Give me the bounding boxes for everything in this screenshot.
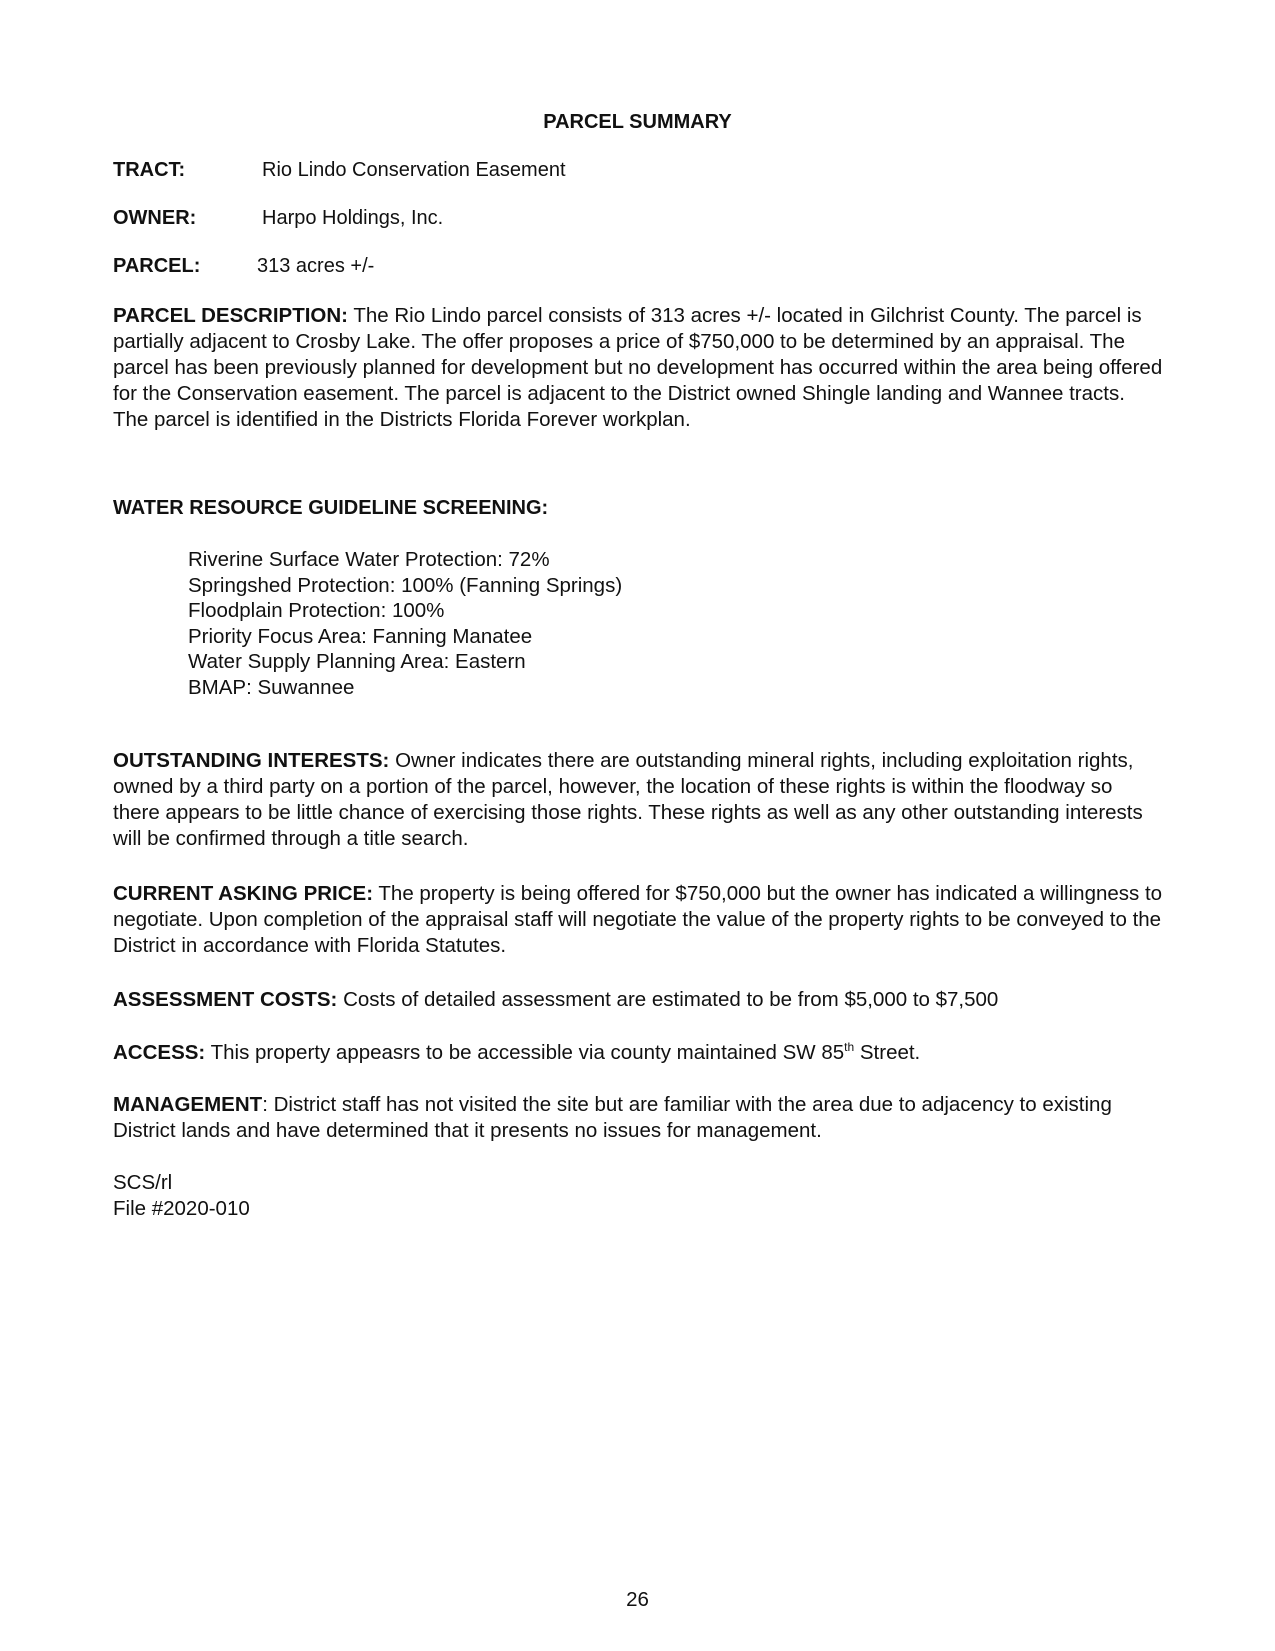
water-screening-list bbox=[188, 547, 622, 700]
assessment-costs-label: ASSESSMENT COSTS: bbox=[113, 988, 338, 1011]
management-text: : District staff has not visited the site but are familiar with the area due to adjacency to existing District lands and have determined that it presents no issues for management. bbox=[113, 1093, 1112, 1142]
access-superscript: th bbox=[844, 1040, 855, 1055]
outstanding-interests-label: OUTSTANDING INTERESTS: bbox=[113, 749, 390, 772]
water-screening-heading: WATER RESOURCE GUIDELINE SCREENING: bbox=[113, 497, 549, 519]
outstanding-interests-text: Owner indicates there are outstanding mineral rights, including exploitation rights, owned by a third party on a portion of the parcel, however, the location of these rights is within the floodway so there appears to be little chance of exercising those rights. These rights as well as any other outstanding interests will be confirmed through a title search. bbox=[113, 749, 1143, 850]
owner-value: Harpo Holdings, Inc. bbox=[262, 207, 444, 229]
screening-item: BMAP: Suwannee bbox=[188, 675, 355, 699]
management-label: MANAGEMENT bbox=[113, 1093, 263, 1116]
page-title: PARCEL SUMMARY bbox=[543, 111, 732, 133]
file-number: File #2020-010 bbox=[113, 1196, 250, 1220]
owner-label: OWNER: bbox=[113, 207, 197, 229]
signature-initials: SCS/rl bbox=[113, 1171, 173, 1194]
screening-item: Water Supply Planning Area: Eastern bbox=[188, 650, 526, 673]
parcel-label: PARCEL: bbox=[113, 255, 201, 277]
tract-value: Rio Lindo Conservation Easement bbox=[262, 159, 566, 181]
access bbox=[113, 1040, 1163, 1066]
outstanding-interests bbox=[113, 748, 1163, 852]
access-text-end: Street. bbox=[854, 1041, 921, 1064]
current-asking-price bbox=[113, 881, 1163, 959]
assessment-costs bbox=[113, 987, 1163, 1013]
parcel-description-label: PARCEL DESCRIPTION: bbox=[113, 304, 349, 327]
access-label: ACCESS: bbox=[113, 1041, 206, 1064]
asking-price-text: The property is being offered for $750,000 but the owner has indicated a willingness to negotiate. Upon completion of the appraisal staff will negotiate the value of the property rights to be conveyed to the District in accordance with Florida Statutes. bbox=[113, 882, 1163, 957]
screening-item: Floodplain Protection: 100% bbox=[188, 599, 445, 622]
assessment-costs-text: Costs of detailed assessment are estimated to be from $5,000 to $7,500 bbox=[343, 988, 999, 1011]
screening-item: Springshed Protection: 100% (Fanning Springs) bbox=[188, 573, 623, 597]
tract-label: TRACT: bbox=[113, 159, 186, 181]
asking-price-label: CURRENT ASKING PRICE: bbox=[113, 882, 374, 905]
screening-item: Riverine Surface Water Protection: 72% bbox=[188, 548, 550, 571]
screening-item: Priority Focus Area: Fanning Manatee bbox=[188, 624, 533, 648]
page-number: 26 bbox=[626, 1588, 649, 1611]
management bbox=[113, 1092, 1163, 1144]
signature-block bbox=[113, 1170, 250, 1221]
access-text: This property appeasrs to be accessible via county maintained SW 85 bbox=[210, 1041, 845, 1064]
parcel-description-text: The Rio Lindo parcel consists of 313 acres +/- located in Gilchrist County. The parcel is partially adjacent to Crosby Lake. The offer proposes a price of $750,000 to be determined by an appraisal. The parcel has been previously planned for development but no development has occurred within the area being offered for the Conservation easement. The parcel is adjacent to the District owned Shingle landing and Wannee tracts. The parcel is identified in the Districts Florida Forever workplan. bbox=[113, 304, 1163, 431]
parcel-description bbox=[113, 303, 1163, 433]
parcel-value: 313 acres +/- bbox=[257, 255, 375, 277]
